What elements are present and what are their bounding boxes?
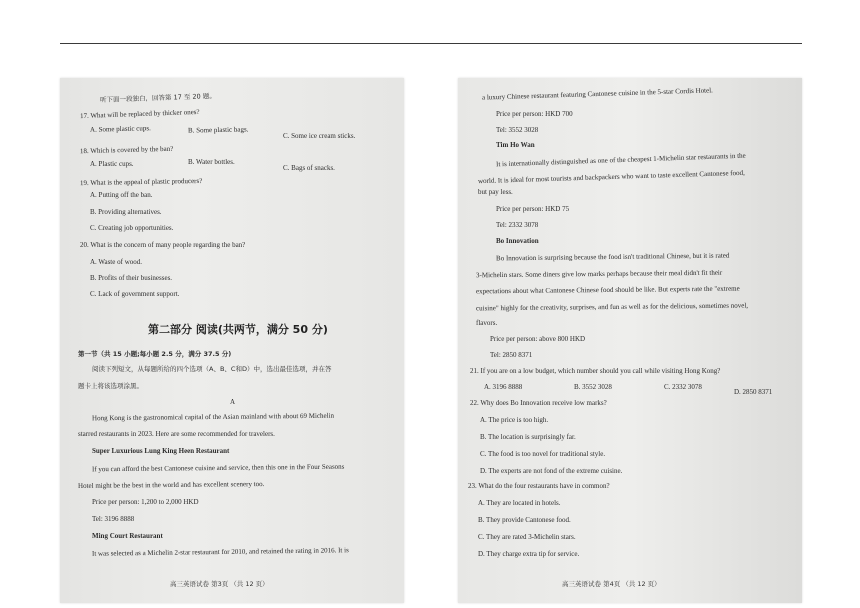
page-3-footer: 高三英语试卷 第3页 （共 12 页）	[170, 580, 269, 588]
restaurant-2-price: Price per person: HKD 700	[496, 110, 573, 118]
question-19: 19. What is the appeal of plastic producers?	[79, 176, 203, 188]
restaurant-3-line-1: It is internationally distinguished as one of the cheapest 1-Michelin star restaurants in the	[495, 151, 746, 169]
restaurant-1-line-1: If you can afford the best Cantonese cuisine and service, then this one in the Four Seasons	[91, 462, 345, 474]
q19-option-b: B. Providing alternatives.	[90, 208, 162, 216]
q21-option-b: B. 3552 3028	[574, 383, 612, 391]
listening-intro: 听下面一段独白，回答第 17 至 20 题。	[99, 91, 216, 105]
q21-option-d: D. 2850 8371	[734, 388, 773, 396]
q20-option-b: B. Profits of their businesses.	[90, 274, 173, 282]
q20-option-a: A. Waste of wood.	[90, 258, 142, 266]
q19-option-c: C. Creating job opportunities.	[90, 224, 174, 232]
question-20: 20. What is the concern of many people regarding the ban?	[80, 241, 246, 249]
restaurant-4-tel: Tel: 2850 8371	[490, 351, 533, 359]
q18-option-a: A. Plastic cups.	[90, 160, 134, 168]
restaurant-4-line-5: flavors.	[476, 319, 498, 327]
q23-option-c: C. They are rated 3-Michelin stars.	[478, 533, 576, 541]
restaurant-4-price: Price per person: above 800 HKD	[490, 335, 586, 343]
question-18: 18. Which is covered by the ban?	[79, 144, 174, 156]
restaurant-3-tel: Tel: 2332 3078	[496, 221, 539, 229]
restaurant-1-line-2: Hotel might be the best in the world and has excellent scenery too.	[77, 480, 265, 490]
restaurant-4-line-2: 3-Michelin stars. Some diners give low marks perhaps because their meal didn't fit their	[475, 268, 723, 280]
restaurant-3-price: Price per person: HKD 75	[496, 205, 570, 213]
restaurant-4-line-1: Bo Innovation is surprising because the food isn't traditional Chinese, but it is rated	[495, 251, 730, 263]
question-22: 22. Why does Bo Innovation receive low marks?	[470, 399, 607, 407]
page-4-footer: 高三英语试卷 第4页 （共 12 页）	[562, 580, 661, 588]
restaurant-2-line-2: a luxury Chinese restaurant featuring Cantonese cuisine in the 5-star Cordis Hotel.	[481, 86, 714, 102]
top-rule	[60, 43, 802, 44]
passage-intro-line-1: Hong Kong is the gastronomical capital of the Asian mainland with about 69 Michelin	[91, 411, 335, 423]
passage-intro-line-2: starred restaurants in 2023. Here are some recommended for travelers.	[78, 430, 275, 438]
q23-option-a: A. They are located in hotels.	[478, 499, 561, 507]
instruction-line-2: 题卡上将该选项涂黑。	[78, 382, 143, 390]
restaurant-1-tel: Tel: 3196 8888	[92, 515, 135, 523]
restaurant-2-line-1: It was selected as a Michelin 2-star restaurant for 2010, and retained the rating in 2016. It is	[91, 546, 349, 558]
q21-option-c: C. 2332 3078	[664, 383, 702, 391]
q17-option-c: C. Some ice cream sticks.	[283, 132, 356, 140]
instruction-line-1: 阅读下列短文，从每题所给的四个选项（A、B、C和D）中，选出最佳选项，并在答	[92, 365, 332, 373]
q22-option-a: A. The price is too high.	[480, 416, 549, 424]
passage-letter: A	[230, 398, 236, 406]
q22-option-b: B. The location is surprisingly far.	[480, 433, 576, 441]
restaurant-4-line-3: expectations about what Cantonese Chinese food should be like. But experts rate the "extreme	[475, 284, 740, 296]
q19-option-a: A. Putting off the ban.	[90, 191, 153, 199]
restaurant-2-tel: Tel: 3552 3028	[496, 126, 539, 134]
part2-heading: 第二部分 阅读(共两节，满分 50 分)	[148, 323, 328, 336]
q18-option-b: B. Water bottles.	[188, 158, 235, 166]
q23-option-d: D. They charge extra tip for service.	[478, 550, 580, 558]
restaurant-3-line-2: world. It is ideal for most tourists and backpackers who want to taste excellent Cantonese food,	[477, 168, 745, 186]
q23-option-b: B. They provide Cantonese food.	[478, 516, 571, 524]
exam-page-3	[60, 78, 404, 603]
section1-heading: 第一节（共 15 小题;每小题 2.5 分，满分 37.5 分)	[78, 350, 232, 358]
exam-page-4	[458, 78, 802, 603]
question-17: 17. What will be replaced by thicker ones?	[79, 107, 200, 121]
restaurant-3-name: Tim Ho Wan	[496, 141, 535, 149]
q17-option-b: B. Some plastic bags.	[187, 125, 249, 135]
q21-option-a: A. 3196 8888	[484, 383, 523, 391]
q20-option-c: C. Lack of government support.	[90, 290, 180, 298]
restaurant-1-price: Price per person: 1,200 to 2,000 HKD	[92, 498, 199, 506]
q18-option-c: C. Bags of snacks.	[283, 164, 335, 172]
restaurant-3-line-3: but pay less.	[478, 188, 513, 196]
question-23: 23. What do the four restaurants have in common?	[468, 482, 610, 490]
restaurant-1-name: Super Luxurious Lung King Heen Restaurant	[92, 447, 230, 455]
q17-option-a: A. Some plastic cups.	[89, 124, 151, 134]
question-21: 21. If you are on a low budget, which number should you call while visiting Hong Kong?	[470, 367, 721, 375]
q22-option-d: D. The experts are not fond of the extreme cuisine.	[480, 467, 623, 475]
q22-option-c: C. The food is too novel for traditional style.	[480, 450, 606, 458]
restaurant-4-line-4: cuisine" highly for the creativity, surprises, and fun as well as for the delicious, sometimes novel,	[475, 301, 749, 313]
restaurant-2-name: Ming Court Restaurant	[92, 532, 163, 540]
restaurant-4-name: Bo Innovation	[496, 237, 539, 245]
